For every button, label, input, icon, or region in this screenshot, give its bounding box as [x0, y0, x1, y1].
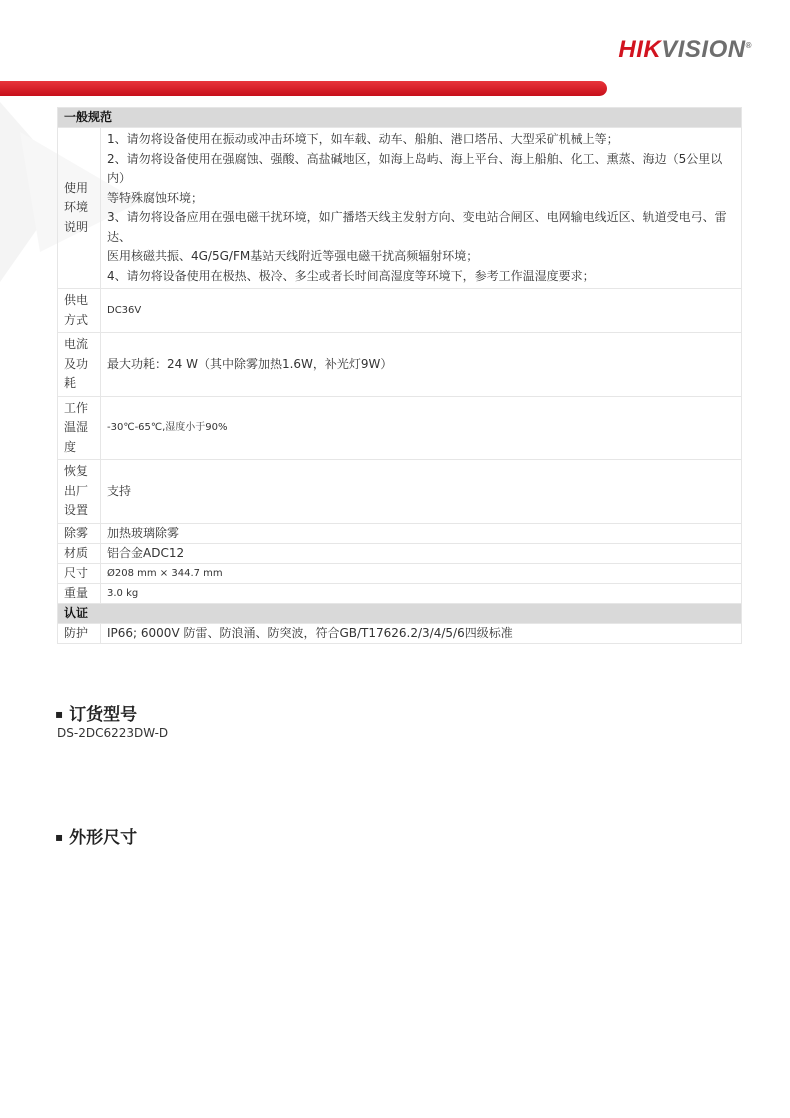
- row-key: 防护: [58, 623, 101, 643]
- row-key: 除雾: [58, 523, 101, 543]
- table-row: [58, 583, 742, 603]
- table-row: [58, 289, 742, 333]
- section-header-general: [58, 108, 742, 128]
- ordering-title: 订货型号: [69, 705, 138, 725]
- row-value: -30℃-65℃,湿度小于90%: [101, 396, 742, 460]
- table-row: [58, 333, 742, 397]
- env-line: 3、请勿将设备应用在强电磁干扰环境，如广播塔天线主发射方向、变电站合闸区、电网输电线近区、轨道受电弓、雷达、: [107, 210, 727, 244]
- row-value: 铝合金ADC12: [101, 543, 742, 563]
- row-key: 电流及功耗: [58, 333, 101, 397]
- row-value: 最大功耗：24 W（其中除雾加热1.6W，补光灯9W）: [101, 333, 742, 397]
- section-header-cert: [58, 603, 742, 623]
- env-line: 4、请勿将设备使用在极热、极冷、多尘或者长时间高湿度等环境下，参考工作温湿度要求；: [107, 268, 595, 283]
- row-value: 支持: [101, 460, 742, 524]
- logo-part-hik: HIK: [618, 36, 662, 63]
- env-line: 等特殊腐蚀环境；: [107, 190, 204, 205]
- ordering-heading: [55, 700, 137, 725]
- table-row: [58, 460, 742, 524]
- env-line: 2、请勿将设备使用在强腐蚀、强酸、高盐碱地区，如海上岛屿、海上平台、海上船舶、化工、熏蒸、海边（5公里以内）: [107, 151, 723, 185]
- table-row: [58, 543, 742, 563]
- dimensions-heading: [55, 823, 137, 848]
- hikvision-logo: [618, 36, 752, 64]
- row-key: 供电方式: [58, 289, 101, 333]
- table-row: [58, 128, 742, 289]
- section-title-cert: 认证: [58, 603, 742, 623]
- row-key: 重量: [58, 583, 101, 603]
- table-row: [58, 623, 742, 643]
- bullet-icon: ▪: [55, 707, 64, 721]
- dimensions-title: 外形尺寸: [69, 828, 138, 848]
- row-value: Ø208 mm × 344.7 mm: [101, 563, 742, 583]
- row-key: 恢复出厂设置: [58, 460, 101, 524]
- section-title-general: 一般规范: [58, 108, 742, 128]
- env-line: 医用核磁共振、4G/5G/FM基站天线附近等强电磁干扰高频辐射环境；: [107, 249, 479, 263]
- row-key: 尺寸: [58, 563, 101, 583]
- row-value: DC36V: [101, 289, 742, 333]
- table-row: [58, 563, 742, 583]
- row-value-environment: [101, 128, 742, 289]
- registered-mark: ®: [745, 41, 752, 50]
- table-row: [58, 523, 742, 543]
- row-key: 材质: [58, 543, 101, 563]
- bullet-icon: ▪: [55, 830, 64, 844]
- row-value: IP66; 6000V 防雷、防浪涌、防突波，符合GB/T17626.2/3/4/5/6四级标准: [101, 623, 742, 643]
- model-number: DS-2DC6223DW-D: [57, 726, 169, 740]
- row-value: 3.0 kg: [101, 583, 742, 603]
- row-value: 加热玻璃除雾: [101, 523, 742, 543]
- env-line: 1、请勿将设备使用在振动或冲击环境下，如车载、动车、船舶、港口塔吊、大型采矿机械上等；: [107, 132, 619, 146]
- table-row: [58, 396, 742, 460]
- logo-part-vision: VISION: [661, 36, 746, 63]
- spec-table: [57, 107, 742, 644]
- row-key: 工作温湿度: [58, 396, 101, 460]
- row-key: 使用环境说明: [58, 128, 101, 289]
